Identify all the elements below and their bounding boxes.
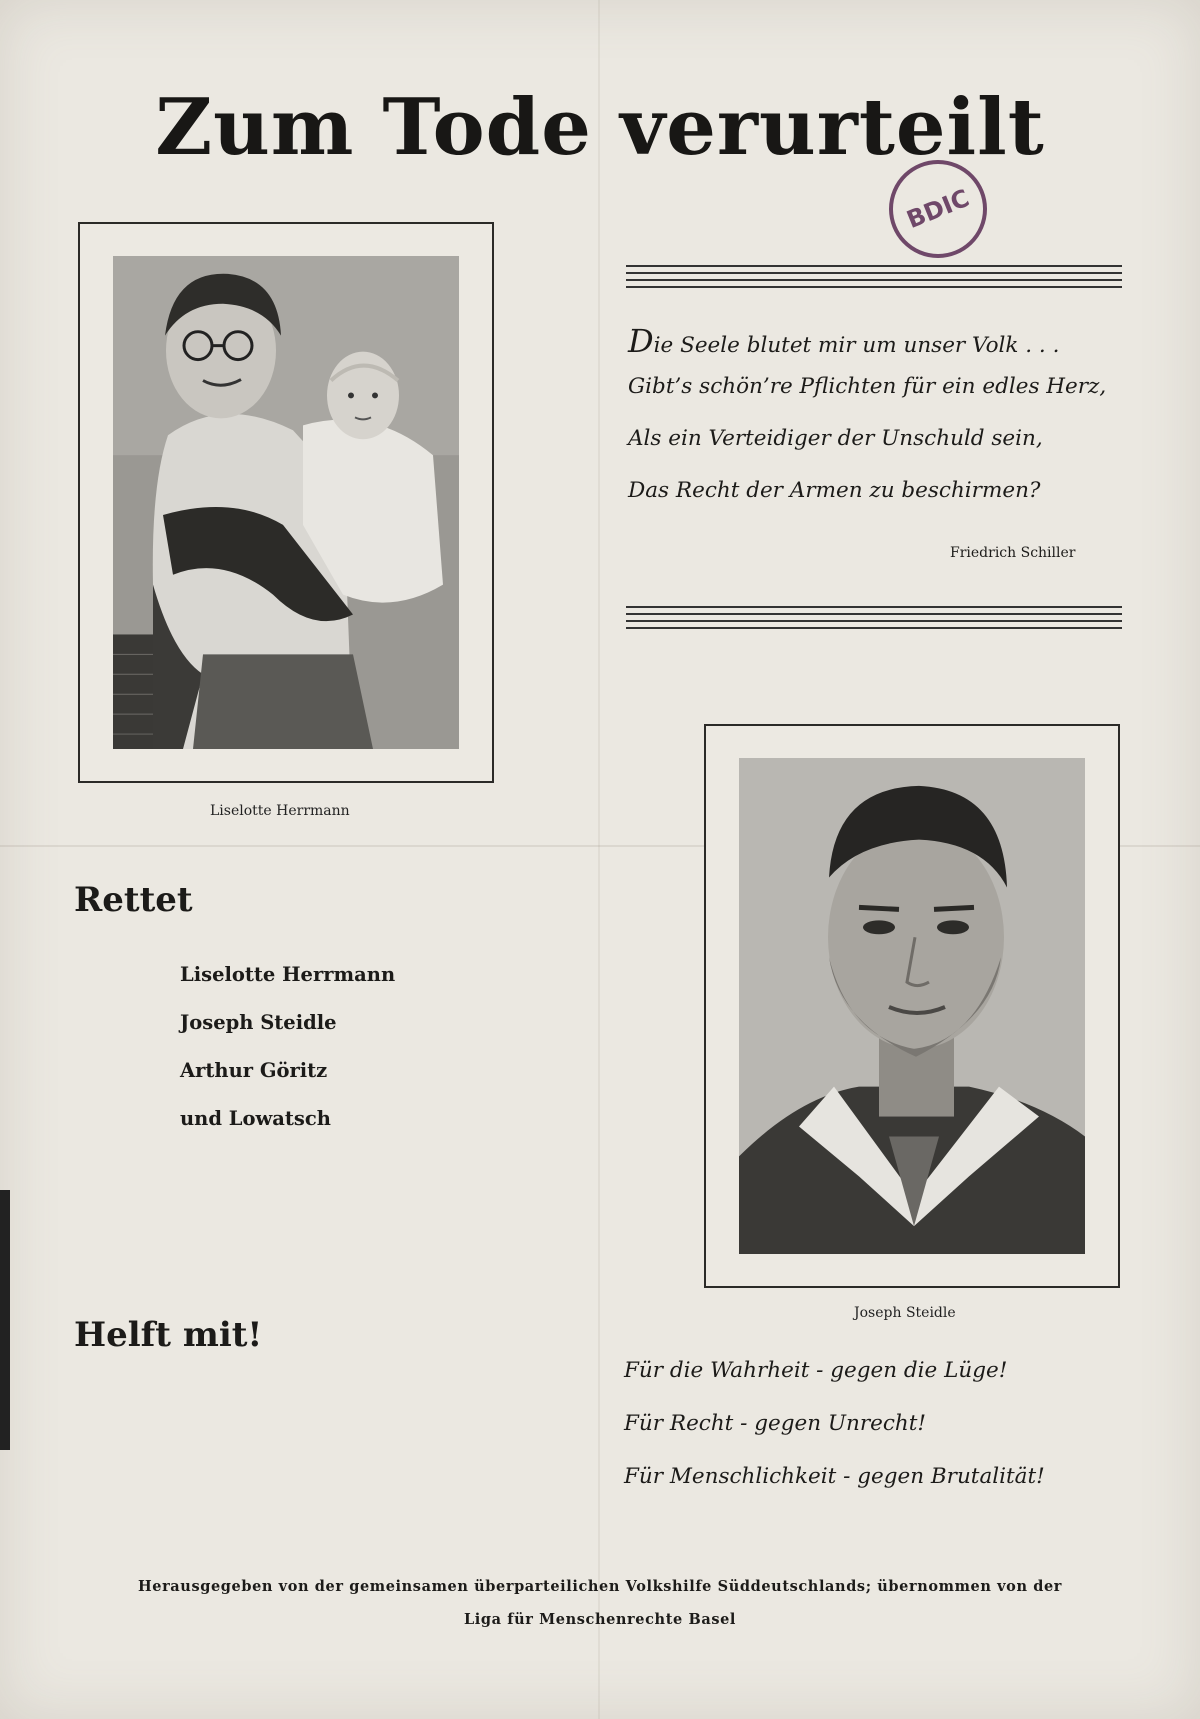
slogan-line: Für Menschlichkeit - gegen Brutalität! <box>624 1464 1045 1489</box>
poem-dropcap: D <box>628 322 654 360</box>
photo-frame-liselotte <box>78 222 494 783</box>
leaflet-title: Zum Tode verurteilt <box>155 82 1045 173</box>
paper-fold-vertical <box>598 0 600 1719</box>
decorative-rules-bottom <box>626 606 1122 634</box>
caption-joseph: Joseph Steidle <box>854 1305 956 1321</box>
poem-line-3: Als ein Verteidiger der Unschuld sein, <box>628 426 1043 451</box>
paper-edge-damage <box>0 1190 10 1450</box>
poem-line-4: Das Recht der Armen zu beschirmen? <box>628 478 1041 503</box>
footer-line-2: Liga für Menschenrechte Basel <box>463 1611 737 1628</box>
bdic-stamp: BDIC <box>874 145 1002 273</box>
slogan-line: Für die Wahrheit - gegen die Lüge! <box>624 1358 1008 1383</box>
helft-heading: Helft mit! <box>74 1315 263 1355</box>
name-item: Joseph Steidle <box>180 1011 337 1034</box>
rettet-heading: Rettet <box>74 880 193 920</box>
names-list <box>180 963 395 1155</box>
slogans <box>624 1358 1045 1517</box>
photo-joseph-steidle <box>739 758 1085 1254</box>
name-item: Liselotte Herrmann <box>180 963 396 986</box>
poem-line-2: Gibt’s schön’re Pflichten für ein edles Herz, <box>628 374 1107 399</box>
decorative-rules-top <box>626 265 1122 293</box>
caption-liselotte: Liselotte Herrmann <box>210 803 350 819</box>
publisher-footer <box>60 1570 1140 1636</box>
slogan-line: Für Recht - gegen Unrecht! <box>624 1411 927 1436</box>
name-item: Arthur Göritz <box>180 1059 328 1082</box>
name-item: und Lowatsch <box>180 1107 331 1130</box>
footer-line-1: Herausgegeben von der gemeinsamen überparteilichen Volkshilfe Süddeutschlands; übernommen von der <box>137 1578 1063 1595</box>
photo-frame-joseph <box>704 724 1120 1288</box>
poem-author: Friedrich Schiller <box>950 545 1076 561</box>
photo-liselotte-herrmann <box>113 256 459 749</box>
schiller-poem <box>628 322 1106 530</box>
poem-line-1: ie Seele blutet mir um unser Volk . . . <box>653 333 1060 358</box>
